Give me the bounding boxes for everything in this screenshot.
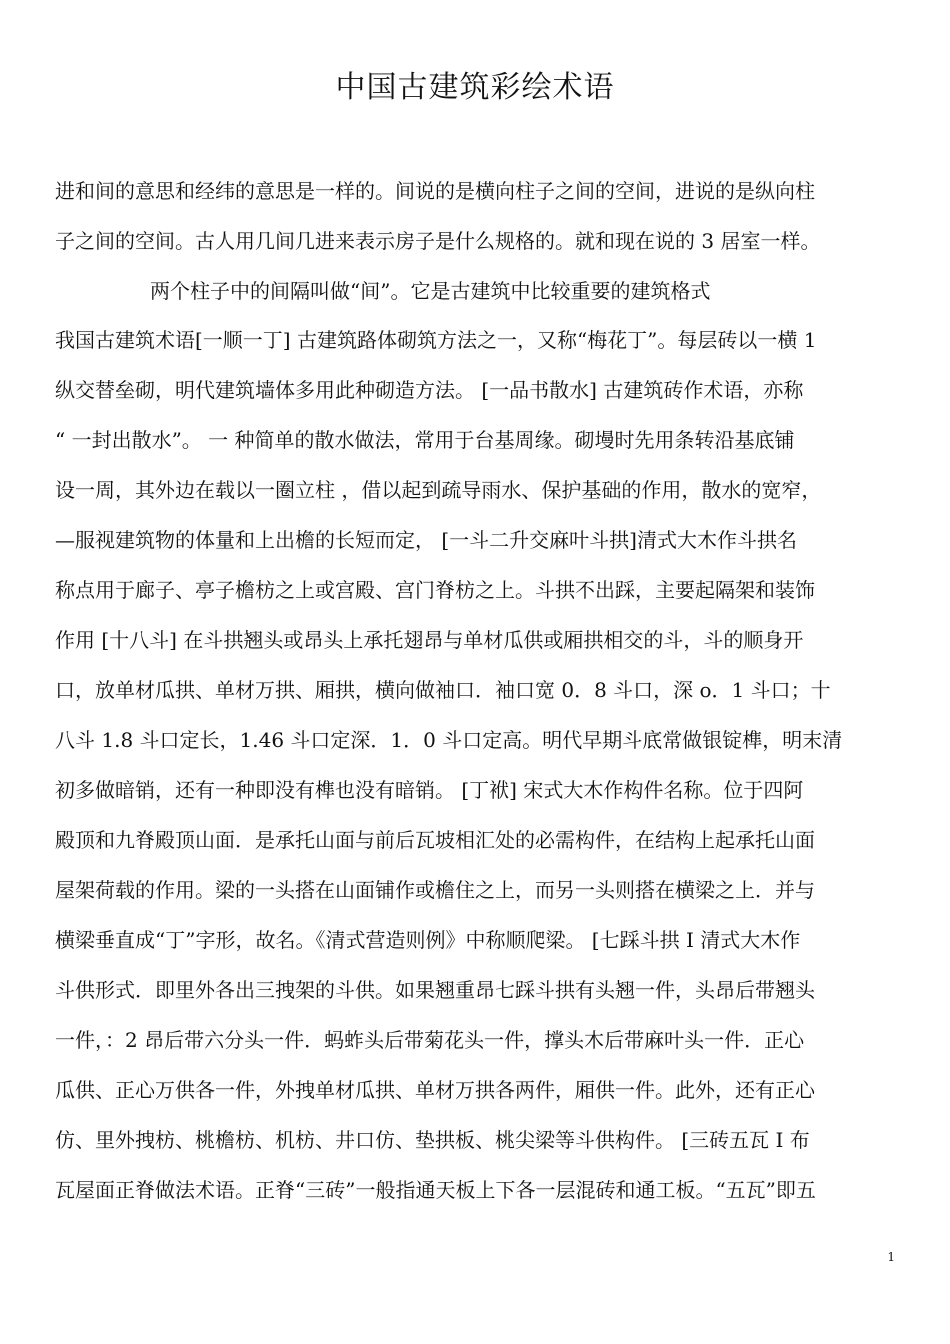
text-line: 瓜供、正心万供各一件，外拽单材瓜拱、单材万拱各两件，厢供一件。此外，还有正心 xyxy=(55,1078,815,1102)
text-line: 设一周，其外边在载以一圈立柱 ，借以起到疏导雨水、保护基础的作用，散水的宽窄， xyxy=(55,478,822,502)
page-number: 1 xyxy=(887,1250,895,1264)
page-title: 中国古建筑彩绘术语 xyxy=(335,70,615,105)
text-line: 殿顶和九脊殿顶山面．是承托山面与前后瓦坡相汇处的必需构件，在结构上起承托山面 xyxy=(55,828,815,852)
text-line: 八斗 1.8 斗口定长，1.46 斗口定深．1．0 斗口定高。明代早期斗底常做银锭榫，明末清 xyxy=(55,728,843,752)
text-line: 两个柱子中的间隔叫做“间”。它是古建筑中比较重要的建筑格式 xyxy=(150,279,711,303)
text-line: 我国古建筑术语[一顺一丁] 古建筑路体砌筑方法之一，又称“梅花丁”。每层砖以一横 1 xyxy=(55,328,817,352)
text-line: 称点用于廊子、亭子檐枋之上或宫殿、宫门脊枋之上。斗拱不出踩，主要起隔架和装饰 xyxy=(55,578,815,602)
text-line: 进和间的意思和经纬的意思是一样的。间说的是横向柱子之间的空间，进说的是纵向柱 xyxy=(55,179,815,203)
text-line: 口，放单材瓜拱、单材万拱、厢拱，横向做袖口．袖口宽 0．8 斗口，深 o．1 斗口；十 xyxy=(55,678,831,702)
text-line: 屋架荷载的作用。梁的一头搭在山面铺作或檐住之上，而另一头则搭在横梁之上．并与 xyxy=(55,878,815,902)
text-line: 子之间的空间。古人用几间几进来表示房子是什么规格的。就和现在说的 3 居室一样。 xyxy=(55,229,821,253)
text-line: 仿、里外拽枋、桃檐枋、机枋、井口仿、垫拱板、桃尖梁等斗供构件。 [三砖五瓦 I 布 xyxy=(55,1128,810,1152)
text-line: 横梁垂直成“丁”字形，故名。《清式营造则例》中称顺爬梁。 [七踩斗拱 I 清式大木作 xyxy=(55,928,801,952)
text-line: 瓦屋面正脊做法术语。正脊“三砖”一般指通天板上下各一层混砖和通工板。“五瓦”即五 xyxy=(55,1178,816,1202)
text-line: 一件，：2 昂后带六分头一件．蚂蚱头后带菊花头一件，撑头木后带麻叶头一件．正心 xyxy=(55,1028,805,1052)
text-line: 初多做暗销，还有一种即没有榫也没有暗销。 [丁袱] 宋式大木作构件名称。位于四阿 xyxy=(55,778,804,802)
text-line: 作用 [十八斗] 在斗拱翘头或昂头上承托翅昂与单材瓜供或厢拱相交的斗，斗的顺身开 xyxy=(55,628,804,652)
text-line: “ 一封出散水”。 一 种简单的散水做法，常用于台基周缘。砌墁时先用条转沿基底铺 xyxy=(55,428,795,452)
text-line: 斗供形式．即里外各出三拽架的斗供。如果翘重昂七踩斗拱有头翘一件，头昂后带翘头 xyxy=(55,978,815,1002)
text-line: 纵交替垒砌，明代建筑墙体多用此种砌造方法。 [一品书散水] 古建筑砖作术语，亦称 xyxy=(55,378,804,402)
text-line: —服视建筑物的体量和上出檐的长短而定， [一斗二升交麻叶斗拱]清式大木作斗拱名 xyxy=(55,528,797,552)
